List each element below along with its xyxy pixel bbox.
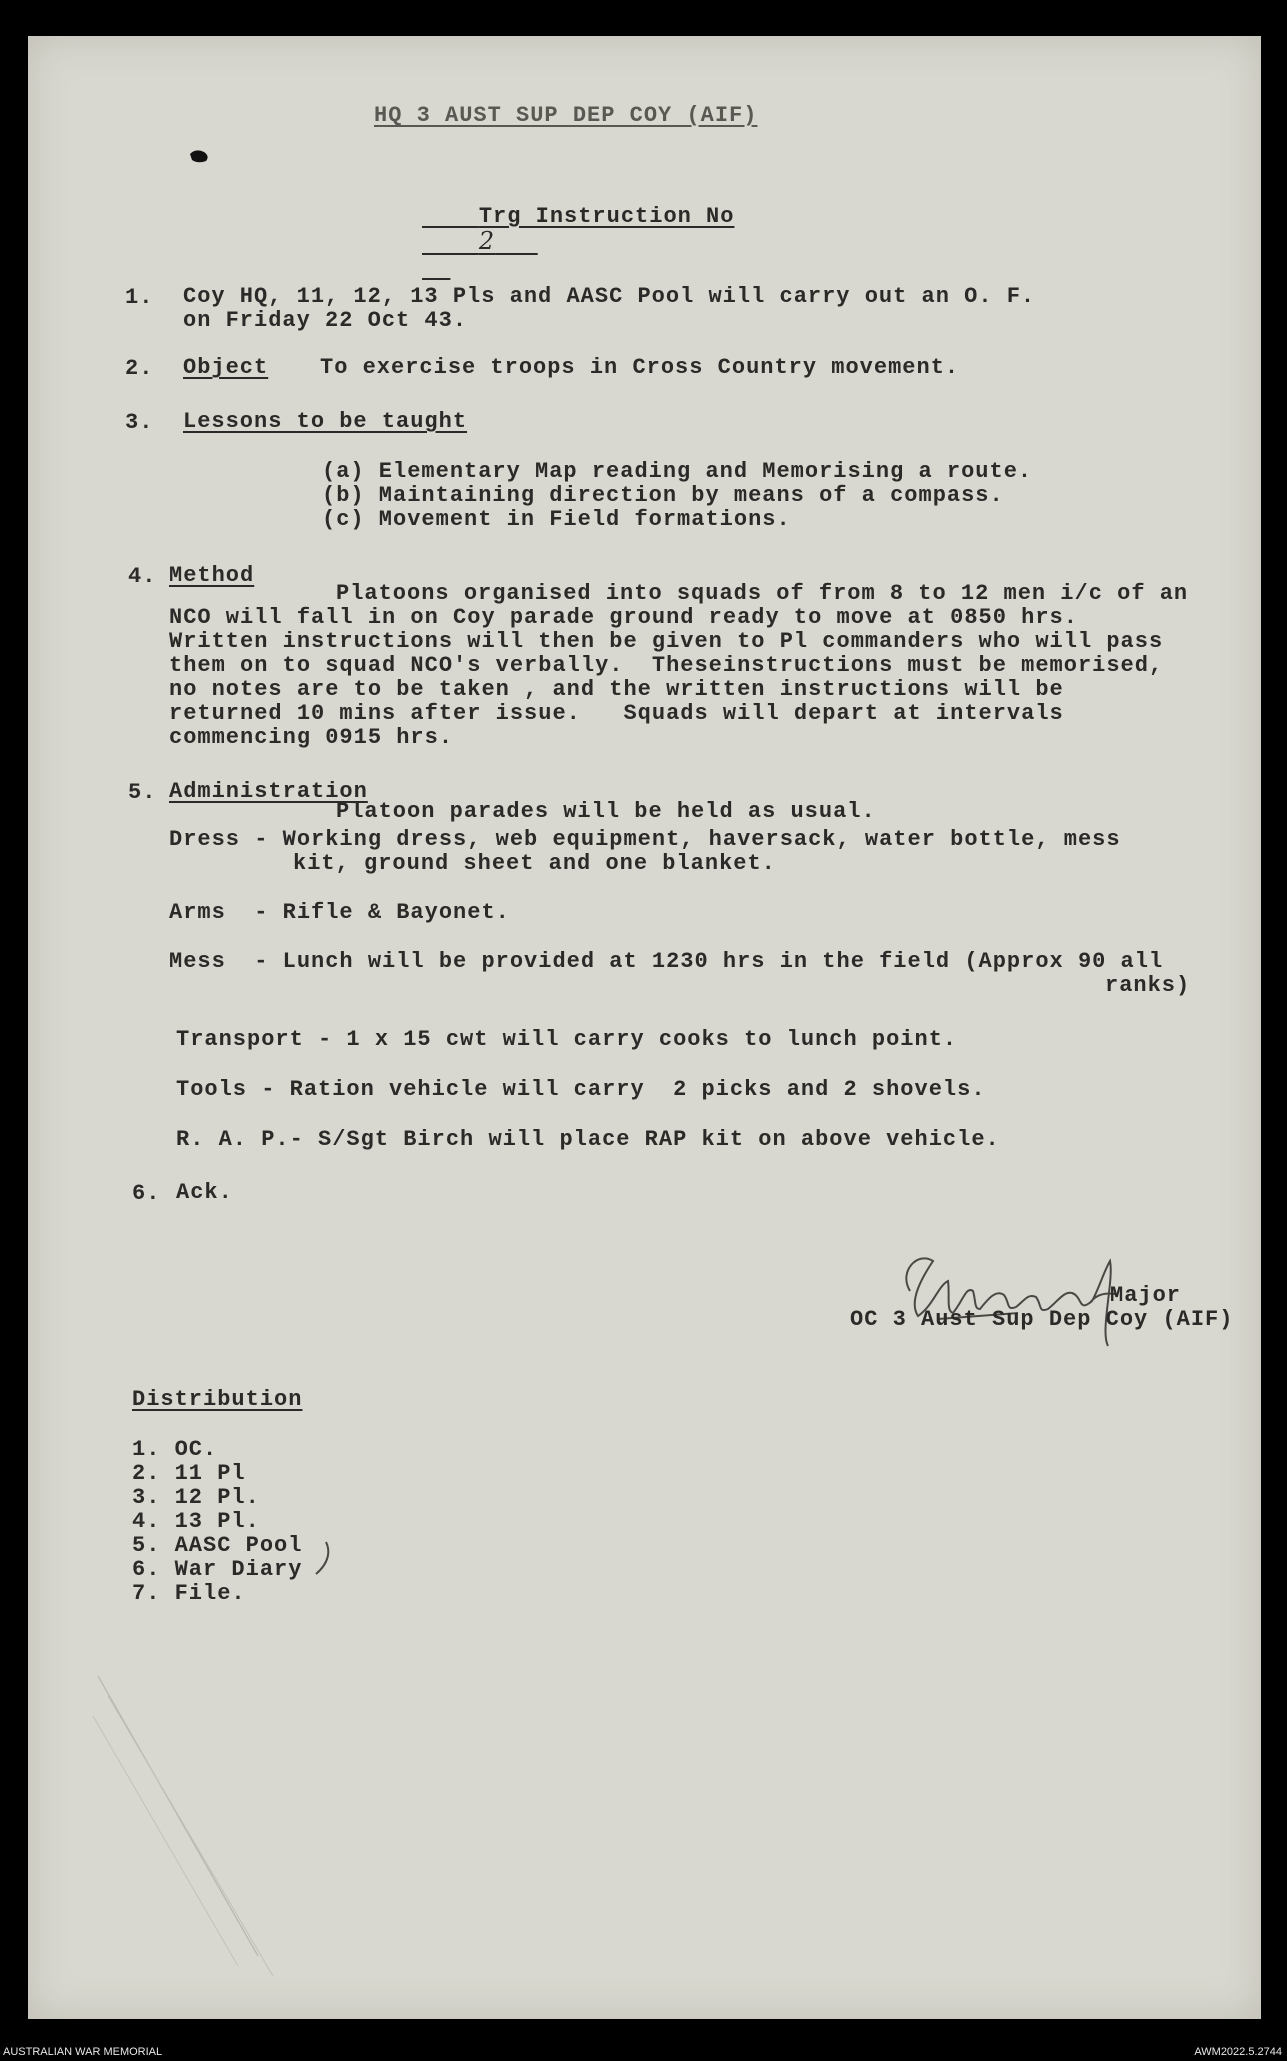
para-6-text: Ack. xyxy=(176,1180,233,1205)
para-4-line-5: no notes are to be taken , and the written instructions will be xyxy=(169,677,1064,702)
para-4-line-6: returned 10 mins after issue. Squads will depart at intervals xyxy=(169,701,1064,726)
para-6-number: 6. xyxy=(132,1181,161,1206)
para-2-text: To exercise troops in Cross Country movement. xyxy=(320,355,960,380)
document-page xyxy=(28,36,1261,2019)
distribution-item: 1. OC. xyxy=(132,1437,218,1462)
para-1-line-2: on Friday 22 Oct 43. xyxy=(183,308,468,333)
distribution-item: 2. 11 Pl xyxy=(132,1461,246,1486)
paper-scratch-marks xyxy=(88,1656,288,1986)
para-5-rap: R. A. P.- S/Sgt Birch will place RAP kit on above vehicle. xyxy=(176,1127,1000,1152)
para-2-heading: Object xyxy=(183,355,269,380)
para-4-line-2: NCO will fall in on Coy parade ground ready to move at 0850 hrs. xyxy=(169,605,1078,630)
para-3-heading: Lessons to be taught xyxy=(183,409,468,434)
para-5-number: 5. xyxy=(128,780,157,805)
para-4-line-1: Platoons organised into squads of from 8 to 12 men i/c of an xyxy=(336,581,1189,606)
footer-accession-number: AWM2022.5.2744 xyxy=(1194,2046,1282,2058)
distribution-item: 6. War Diary xyxy=(132,1557,303,1582)
para-5-dress-line-2: kit, ground sheet and one blanket. xyxy=(293,851,776,876)
distribution-item: 3. 12 Pl. xyxy=(132,1485,260,1510)
signature-rank: Major xyxy=(1110,1283,1182,1308)
para-5-first-line: Platoon parades will be held as usual. xyxy=(336,799,876,824)
document-title xyxy=(422,180,734,281)
para-4-line-3: Written instructions will then be given to Pl commanders who will pass xyxy=(169,629,1164,654)
document-title-text: Trg Instruction No xyxy=(478,203,735,229)
para-5-transport: Transport - 1 x 15 cwt will carry cooks to lunch point. xyxy=(176,1027,958,1052)
distribution-item: 5. AASC Pool xyxy=(132,1533,303,1558)
para-5-arms: Arms - Rifle & Bayonet. xyxy=(169,900,510,925)
signature-appointment: OC 3 Aust Sup Dep Coy (AIF) xyxy=(850,1307,1234,1332)
para-5-tools: Tools - Ration vehicle will carry 2 picks and 2 shovels. xyxy=(176,1077,986,1102)
punch-hole-mark xyxy=(188,148,212,164)
footer-archive-label: AUSTRALIAN WAR MEMORIAL xyxy=(3,2046,163,2058)
handwritten-number: 2 xyxy=(478,227,496,255)
distribution-heading: Distribution xyxy=(132,1387,303,1412)
para-5-mess-line-2: ranks) xyxy=(1105,973,1191,998)
para-4-heading: Method xyxy=(169,563,255,588)
para-1-number: 1. xyxy=(125,285,154,310)
para-4-line-4: them on to squad NCO's verbally. Theseinstructions must be memorised, xyxy=(169,653,1164,678)
distribution-item: 7. File. xyxy=(132,1581,246,1606)
para-3-item-b: (b) Maintaining direction by means of a compass. xyxy=(322,483,1004,508)
para-5-dress-line-1: Dress - Working dress, web equipment, haversack, water bottle, mess xyxy=(169,827,1121,852)
distribution-item: 4. 13 Pl. xyxy=(132,1509,260,1534)
unit-header: HQ 3 AUST SUP DEP COY (AIF) xyxy=(374,103,758,128)
para-3-item-a: (a) Elementary Map reading and Memorising a route. xyxy=(322,459,1033,484)
para-5-heading: Administration xyxy=(169,779,368,804)
para-4-number: 4. xyxy=(128,564,157,589)
para-3-item-c: (c) Movement in Field formations. xyxy=(322,507,791,532)
para-4-line-7: commencing 0915 hrs. xyxy=(169,725,454,750)
para-2-number: 2. xyxy=(125,356,154,381)
para-3-number: 3. xyxy=(125,410,154,435)
handwritten-tick-mark xyxy=(312,1540,336,1580)
para-1-line-1: Coy HQ, 11, 12, 13 Pls and AASC Pool will carry out an O. F. xyxy=(183,284,1036,309)
para-5-mess-line-1: Mess - Lunch will be provided at 1230 hrs in the field (Approx 90 all xyxy=(169,949,1164,974)
